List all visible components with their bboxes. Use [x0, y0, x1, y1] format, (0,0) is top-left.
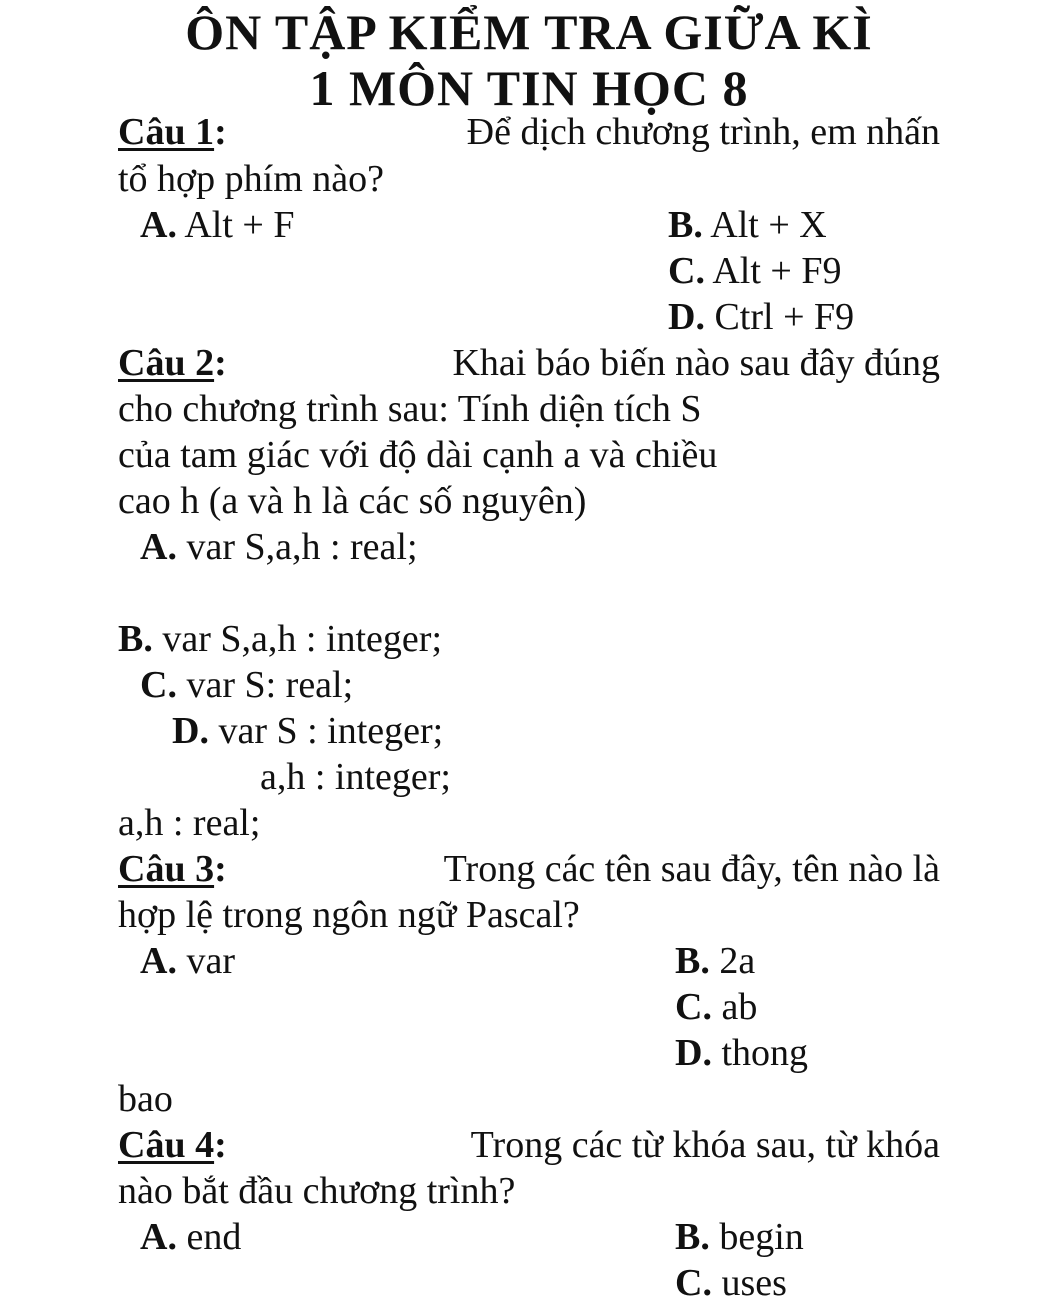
question-2-text-1: Khai báo biến nào sau đây đúng [452, 342, 940, 384]
option-text: var S : integer; [218, 710, 444, 752]
question-2-text-4: cao h (a và h là các số nguyên) [118, 480, 587, 522]
question-3-label-wrap [118, 847, 227, 891]
option-letter: B. [675, 940, 710, 982]
question-1-option-a [140, 203, 294, 247]
question-4-option-a [140, 1215, 241, 1259]
question-4-line-1 [118, 1123, 940, 1167]
question-2-continuation-1: a,h : integer; [260, 756, 451, 798]
option-letter: A. [140, 940, 177, 982]
question-3-option-b [675, 939, 755, 983]
question-2-colon: : [214, 342, 227, 384]
option-letter: C. [140, 664, 177, 706]
option-text: var S,a,h : integer; [162, 618, 442, 660]
question-3-text-1: Trong các tên sau đây, tên nào là [443, 848, 940, 890]
question-4-label: Câu 4 [118, 1124, 215, 1166]
question-1-text-2: tổ hợp phím nào? [118, 158, 384, 200]
option-letter: A. [140, 204, 177, 246]
question-2-option-a [140, 525, 418, 569]
question-4-text-2: nào bắt đầu chương trình? [118, 1170, 516, 1212]
question-2-line-1 [118, 341, 940, 385]
question-1-label-wrap [118, 110, 227, 154]
option-text: end [186, 1216, 242, 1258]
option-letter: C. [675, 1262, 712, 1304]
question-3-colon: : [214, 848, 227, 890]
option-letter: B. [118, 618, 153, 660]
option-text: Alt + X [710, 204, 827, 246]
option-letter: A. [140, 1216, 177, 1258]
question-2-label: Câu 2 [118, 342, 215, 384]
question-1-option-b [668, 203, 827, 247]
option-letter: C. [675, 986, 712, 1028]
option-text: var [186, 940, 235, 982]
question-3-option-c [675, 985, 757, 1029]
option-letter: A. [140, 526, 177, 568]
option-text: ab [721, 986, 758, 1028]
option-letter: B. [675, 1216, 710, 1258]
page-title-line-2: 1 MÔN TIN HỌC 8 [309, 60, 749, 116]
question-3-text-2: hợp lệ trong ngôn ngữ Pascal? [118, 894, 580, 936]
option-text: Alt + F [184, 204, 295, 246]
question-3-option-d [675, 1031, 808, 1075]
option-text: 2a [719, 940, 756, 982]
question-4-option-b [675, 1215, 804, 1259]
question-1-text-1: Để dịch chương trình, em nhấn [466, 111, 940, 153]
option-letter: D. [172, 710, 209, 752]
option-text: begin [719, 1216, 804, 1258]
question-1-label: Câu 1 [118, 111, 215, 153]
option-letter: D. [675, 1032, 712, 1074]
question-1-colon: : [214, 111, 227, 153]
question-2-continuation-2: a,h : real; [118, 802, 261, 844]
question-2-label-wrap [118, 341, 227, 385]
question-3-label: Câu 3 [118, 848, 215, 890]
question-2-text-3: của tam giác với độ dài cạnh a và chiều [118, 434, 718, 476]
question-1-option-c [668, 249, 841, 293]
option-text: Ctrl + F9 [714, 296, 855, 338]
option-letter: B. [668, 204, 703, 246]
option-letter: C. [668, 250, 705, 292]
page-title-line-1: ÔN TẬP KIỂM TRA GIỮA KÌ [185, 4, 873, 60]
question-2-text-2: cho chương trình sau: Tính diện tích S [118, 388, 702, 430]
question-2-option-d [172, 709, 443, 753]
question-4-colon: : [214, 1124, 227, 1166]
question-3-continuation-1: bao [118, 1078, 173, 1120]
option-text: var S,a,h : real; [186, 526, 418, 568]
question-2-option-b [118, 617, 442, 661]
option-text: uses [721, 1262, 787, 1304]
question-1-line-1 [118, 110, 940, 154]
question-4-option-c [675, 1261, 787, 1305]
question-4-label-wrap [118, 1123, 227, 1167]
option-text: var S: real; [186, 664, 354, 706]
option-text: thong [721, 1032, 809, 1074]
question-4-text-1: Trong các từ khóa sau, từ khóa [470, 1124, 940, 1166]
option-letter: D. [668, 296, 705, 338]
question-3-line-1 [118, 847, 940, 891]
question-2-option-c [140, 663, 353, 707]
option-text: Alt + F9 [712, 250, 842, 292]
question-1-option-d [668, 295, 854, 339]
question-3-option-a [140, 939, 235, 983]
